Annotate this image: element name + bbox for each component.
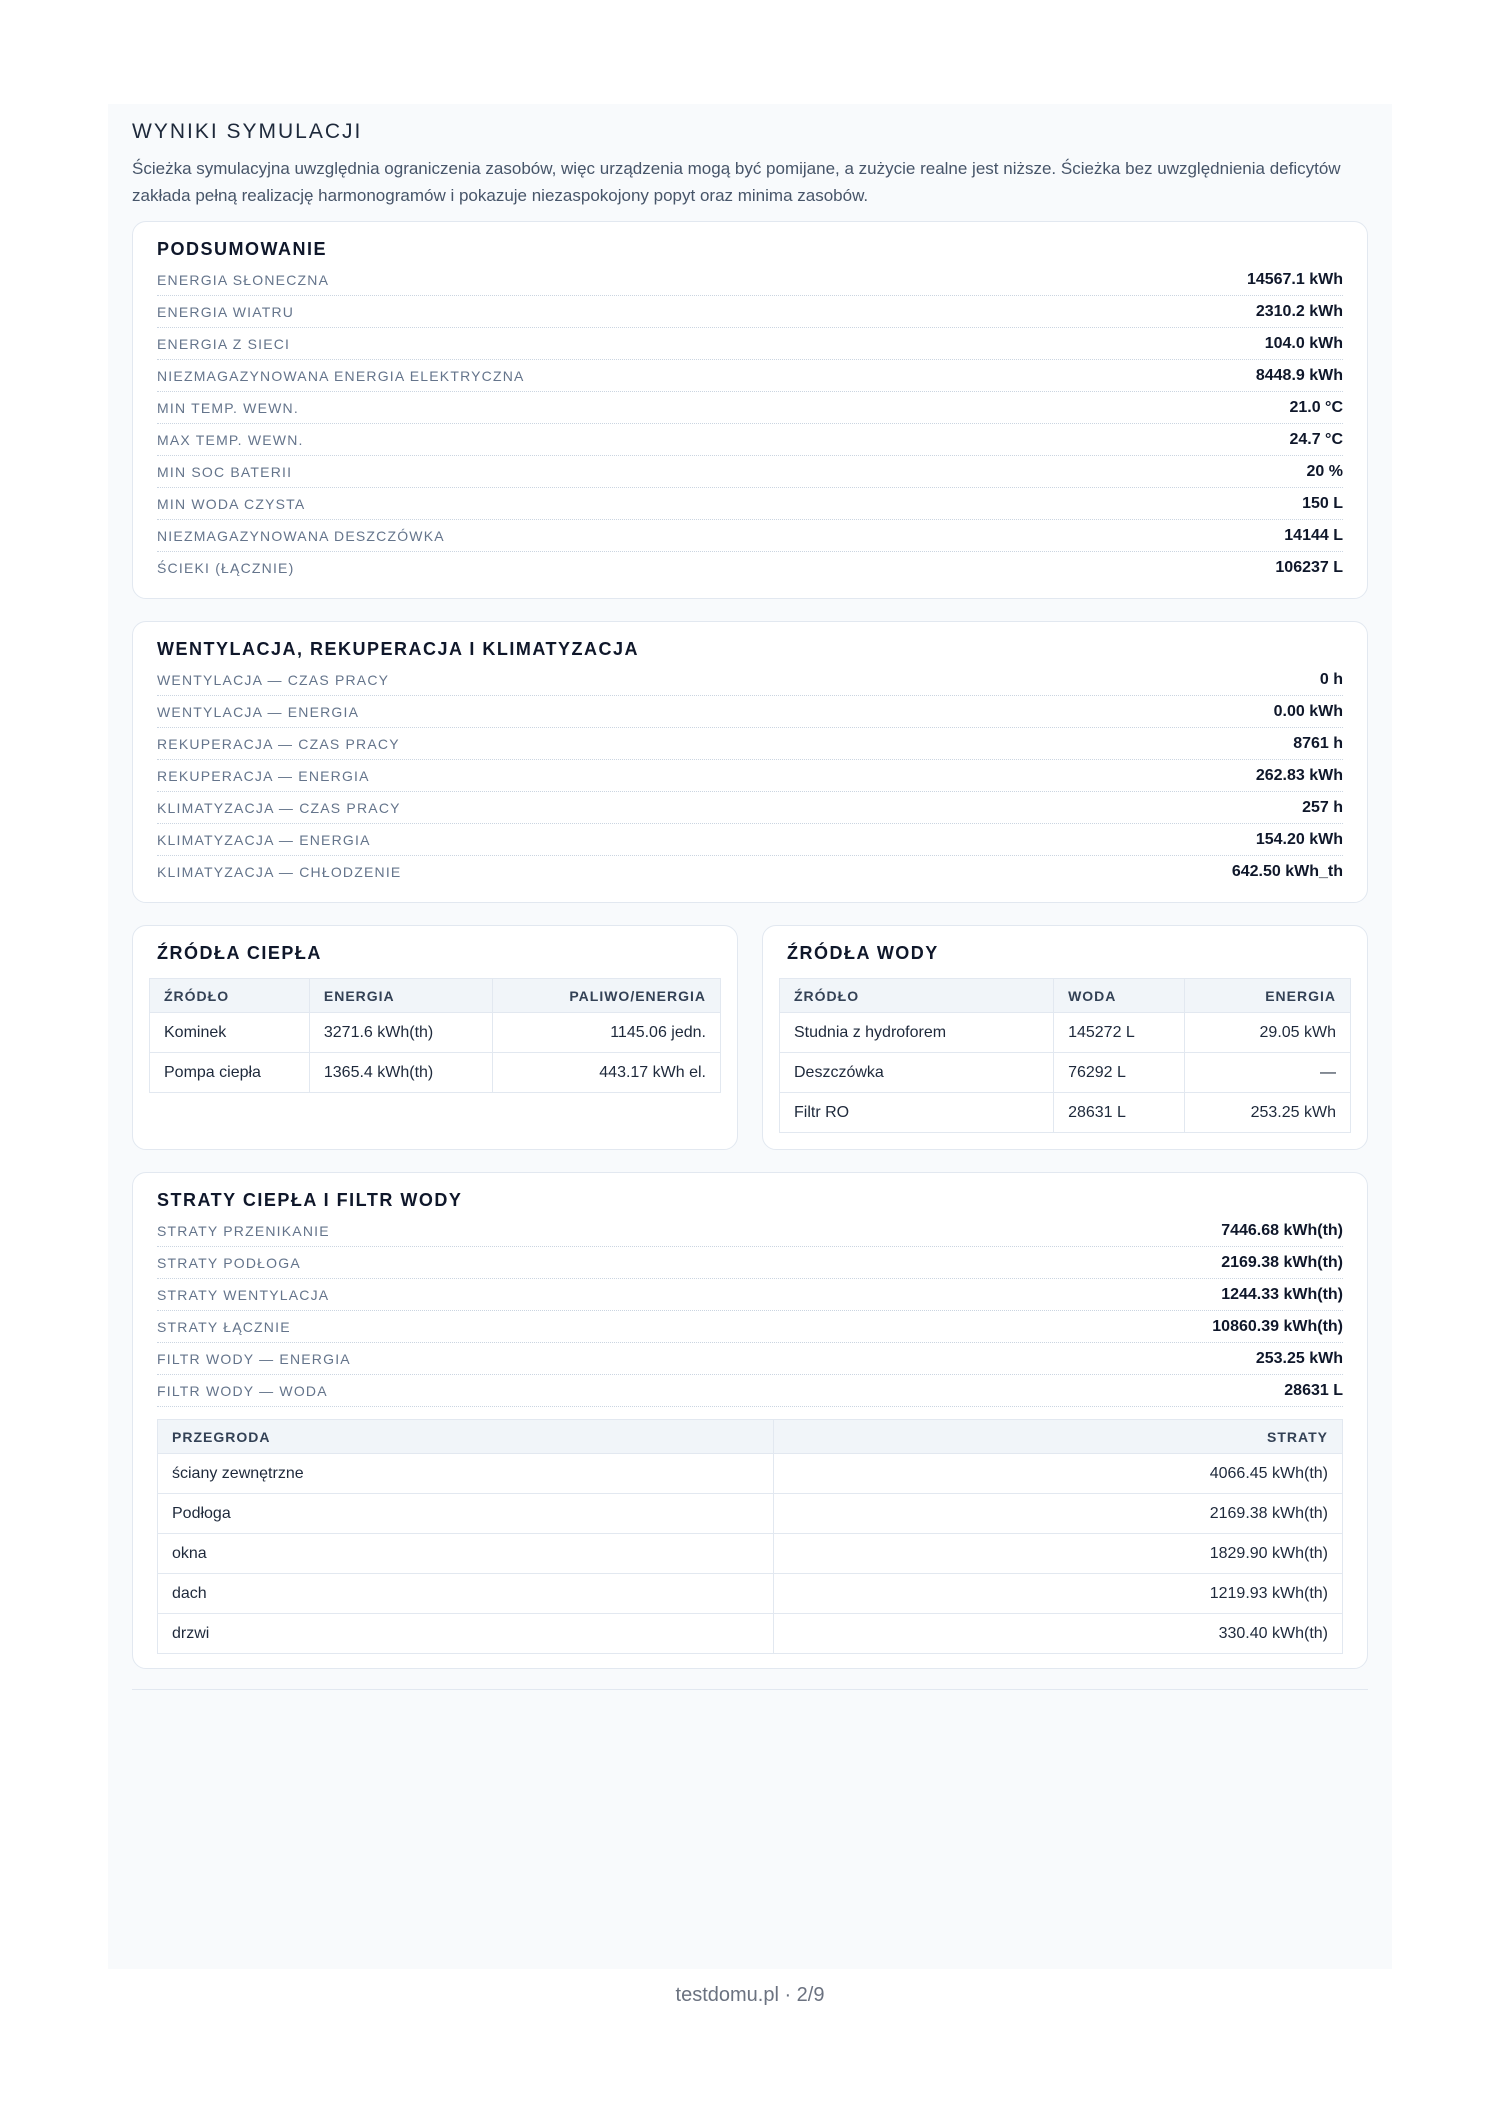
table-row <box>150 1013 721 1053</box>
row-value: 20 % <box>1306 462 1343 480</box>
water-sources-card <box>762 925 1368 1150</box>
row-label: STRATY WENTYLACJA <box>157 1286 330 1303</box>
row-value: 1244.33 kWh(th) <box>1221 1285 1343 1303</box>
row-value: 10860.39 kWh(th) <box>1212 1317 1343 1335</box>
table-header-row <box>780 979 1351 1013</box>
table-row <box>158 1534 1343 1574</box>
row-value: 28631 L <box>1284 1381 1343 1399</box>
table-row <box>158 1454 1343 1494</box>
row-value: 262.83 kWh <box>1255 766 1343 784</box>
row-label: NIEZMAGAZYNOWANA ENERGIA ELEKTRYCZNA <box>157 367 525 384</box>
row-label: WENTYLACJA — ENERGIA <box>157 703 360 720</box>
cell-loss: 1829.90 kWh(th) <box>774 1534 1343 1574</box>
row-value: 21.0 °C <box>1289 398 1343 416</box>
losses-row <box>157 1375 1343 1407</box>
table-header-row <box>150 979 721 1013</box>
row-value: 253.25 kWh <box>1255 1349 1343 1367</box>
column-header: WODA <box>1054 979 1185 1013</box>
cell-source: Deszczówka <box>780 1053 1054 1093</box>
column-header: ENERGIA <box>1185 979 1351 1013</box>
sources-row <box>132 925 1368 1150</box>
cell-water: 145272 L <box>1054 1013 1185 1053</box>
row-value: 104.0 kWh <box>1264 334 1343 352</box>
row-label: ENERGIA SŁONECZNA <box>157 271 330 288</box>
losses-row <box>157 1279 1343 1311</box>
row-label: REKUPERACJA — ENERGIA <box>157 767 370 784</box>
hvac-row <box>157 696 1343 728</box>
hvac-row <box>157 760 1343 792</box>
row-label: KLIMATYZACJA — ENERGIA <box>157 831 371 848</box>
row-label: MIN SOC BATERII <box>157 463 293 480</box>
summary-card-title: PODSUMOWANIE <box>157 239 328 259</box>
hvac-row <box>157 856 1343 888</box>
cell-loss: 1219.93 kWh(th) <box>774 1574 1343 1614</box>
cell-water: 28631 L <box>1054 1093 1185 1133</box>
row-value: 2310.2 kWh <box>1255 302 1343 320</box>
section-divider <box>132 1689 1368 1690</box>
table-row <box>780 1013 1351 1053</box>
row-label: STRATY PRZENIKANIE <box>157 1222 330 1239</box>
row-value: 257 h <box>1302 798 1343 816</box>
summary-row <box>157 520 1343 552</box>
losses-row <box>157 1343 1343 1375</box>
summary-row <box>157 424 1343 456</box>
heat-sources-table <box>149 978 721 1093</box>
row-value: 8761 h <box>1293 734 1343 752</box>
column-header: PALIWO/ENERGIA <box>492 979 720 1013</box>
hvac-row <box>157 792 1343 824</box>
row-value: 154.20 kWh <box>1255 830 1343 848</box>
cell-energy: 29.05 kWh <box>1185 1013 1351 1053</box>
cell-loss: 4066.45 kWh(th) <box>774 1454 1343 1494</box>
hvac-row <box>157 728 1343 760</box>
row-label: KLIMATYZACJA — CHŁODZENIE <box>157 864 402 880</box>
column-header: ENERGIA <box>309 979 492 1013</box>
column-header: STRATY <box>774 1420 1343 1454</box>
cell-energy: — <box>1185 1053 1351 1093</box>
table-row <box>150 1053 721 1093</box>
column-header: ŹRÓDŁO <box>150 979 310 1013</box>
summary-row <box>157 392 1343 424</box>
row-label: FILTR WODY — WODA <box>157 1382 328 1399</box>
heat-sources-title: ŹRÓDŁA CIEPŁA <box>157 943 322 963</box>
cell-source: Kominek <box>150 1013 310 1053</box>
table-row <box>158 1574 1343 1614</box>
cell-source: Studnia z hydroforem <box>780 1013 1054 1053</box>
losses-row <box>157 1215 1343 1247</box>
row-label: FILTR WODY — ENERGIA <box>157 1350 351 1367</box>
cell-partition: okna <box>158 1534 774 1574</box>
hvac-card <box>132 621 1368 903</box>
cell-partition: ściany zewnętrzne <box>158 1454 774 1494</box>
row-label: ŚCIEKI (ŁĄCZNIE) <box>157 560 295 576</box>
row-value: 642.50 kWh_th <box>1231 863 1343 880</box>
cell-fuel: 443.17 kWh el. <box>492 1053 720 1093</box>
row-label: STRATY ŁĄCZNIE <box>157 1318 291 1335</box>
summary-row <box>157 296 1343 328</box>
table-row <box>780 1093 1351 1133</box>
losses-row <box>157 1247 1343 1279</box>
cell-water: 76292 L <box>1054 1053 1185 1093</box>
losses-row <box>157 1311 1343 1343</box>
row-value: 14567.1 kWh <box>1246 270 1343 288</box>
summary-row <box>157 488 1343 520</box>
summary-card <box>132 221 1368 599</box>
row-value: 0 h <box>1319 670 1343 688</box>
cell-loss: 2169.38 kWh(th) <box>774 1494 1343 1534</box>
summary-row <box>157 328 1343 360</box>
row-label: REKUPERACJA — CZAS PRACY <box>157 735 400 752</box>
table-header-row <box>158 1420 1343 1454</box>
hvac-row <box>157 824 1343 856</box>
summary-row <box>157 552 1343 584</box>
column-header: ŹRÓDŁO <box>780 979 1054 1013</box>
cell-source: Filtr RO <box>780 1093 1054 1133</box>
row-value: 7446.68 kWh(th) <box>1221 1221 1343 1239</box>
report-page <box>108 104 1392 1969</box>
row-label: MIN WODA CZYSTA <box>157 495 306 512</box>
hvac-card-title: WENTYLACJA, REKUPERACJA I KLIMATYZACJA <box>157 639 640 659</box>
partitions-table <box>157 1419 1343 1654</box>
page-title: WYNIKI SYMULACJI <box>132 120 363 143</box>
row-value: 106237 L <box>1275 559 1343 576</box>
row-value: 14144 L <box>1284 526 1343 544</box>
row-label: NIEZMAGAZYNOWANA DESZCZÓWKA <box>157 527 445 544</box>
water-sources-title: ŹRÓDŁA WODY <box>787 943 939 963</box>
row-value: 24.7 °C <box>1289 430 1343 448</box>
cell-energy: 253.25 kWh <box>1185 1093 1351 1133</box>
row-label: MAX TEMP. WEWN. <box>157 431 304 448</box>
water-sources-table <box>779 978 1351 1133</box>
cell-source: Pompa ciepła <box>150 1053 310 1093</box>
column-header: PRZEGRODA <box>158 1420 774 1454</box>
cell-partition: Podłoga <box>158 1494 774 1534</box>
hvac-row <box>157 664 1343 696</box>
row-value: 8448.9 kWh <box>1255 366 1343 384</box>
row-label: STRATY PODŁOGA <box>157 1254 301 1271</box>
table-row <box>780 1053 1351 1093</box>
losses-card <box>132 1172 1368 1669</box>
cell-partition: drzwi <box>158 1614 774 1654</box>
row-value: 0.00 kWh <box>1273 702 1343 720</box>
cell-partition: dach <box>158 1574 774 1614</box>
row-label: ENERGIA Z SIECI <box>157 335 291 352</box>
summary-row <box>157 264 1343 296</box>
summary-row <box>157 456 1343 488</box>
row-value: 150 L <box>1302 494 1343 512</box>
row-label: KLIMATYZACJA — CZAS PRACY <box>157 799 401 816</box>
page-footer: testdomu.pl · 2/9 <box>675 1984 825 2006</box>
cell-fuel: 1145.06 jedn. <box>492 1013 720 1053</box>
summary-row <box>157 360 1343 392</box>
cell-energy: 1365.4 kWh(th) <box>309 1053 492 1093</box>
heat-sources-card <box>132 925 738 1150</box>
table-row <box>158 1494 1343 1534</box>
row-value: 2169.38 kWh(th) <box>1221 1253 1343 1271</box>
row-label: WENTYLACJA — CZAS PRACY <box>157 671 390 688</box>
cell-energy: 3271.6 kWh(th) <box>309 1013 492 1053</box>
row-label: MIN TEMP. WEWN. <box>157 399 299 416</box>
cell-loss: 330.40 kWh(th) <box>774 1614 1343 1654</box>
table-row <box>158 1614 1343 1654</box>
row-label: ENERGIA WIATRU <box>157 303 295 320</box>
losses-card-title: STRATY CIEPŁA I FILTR WODY <box>157 1190 463 1210</box>
page-description: Ścieżka symulacyjna uwzględnia ograniczenia zasobów, więc urządzenia mogą być pomijane, a zużycie realne jest niższe. Ścieżka bez uwzględnienia deficytów zakłada pełną realizację harmonogramów i pokazuje niezaspokojony popyt oraz minima zasobów. <box>132 159 1341 205</box>
